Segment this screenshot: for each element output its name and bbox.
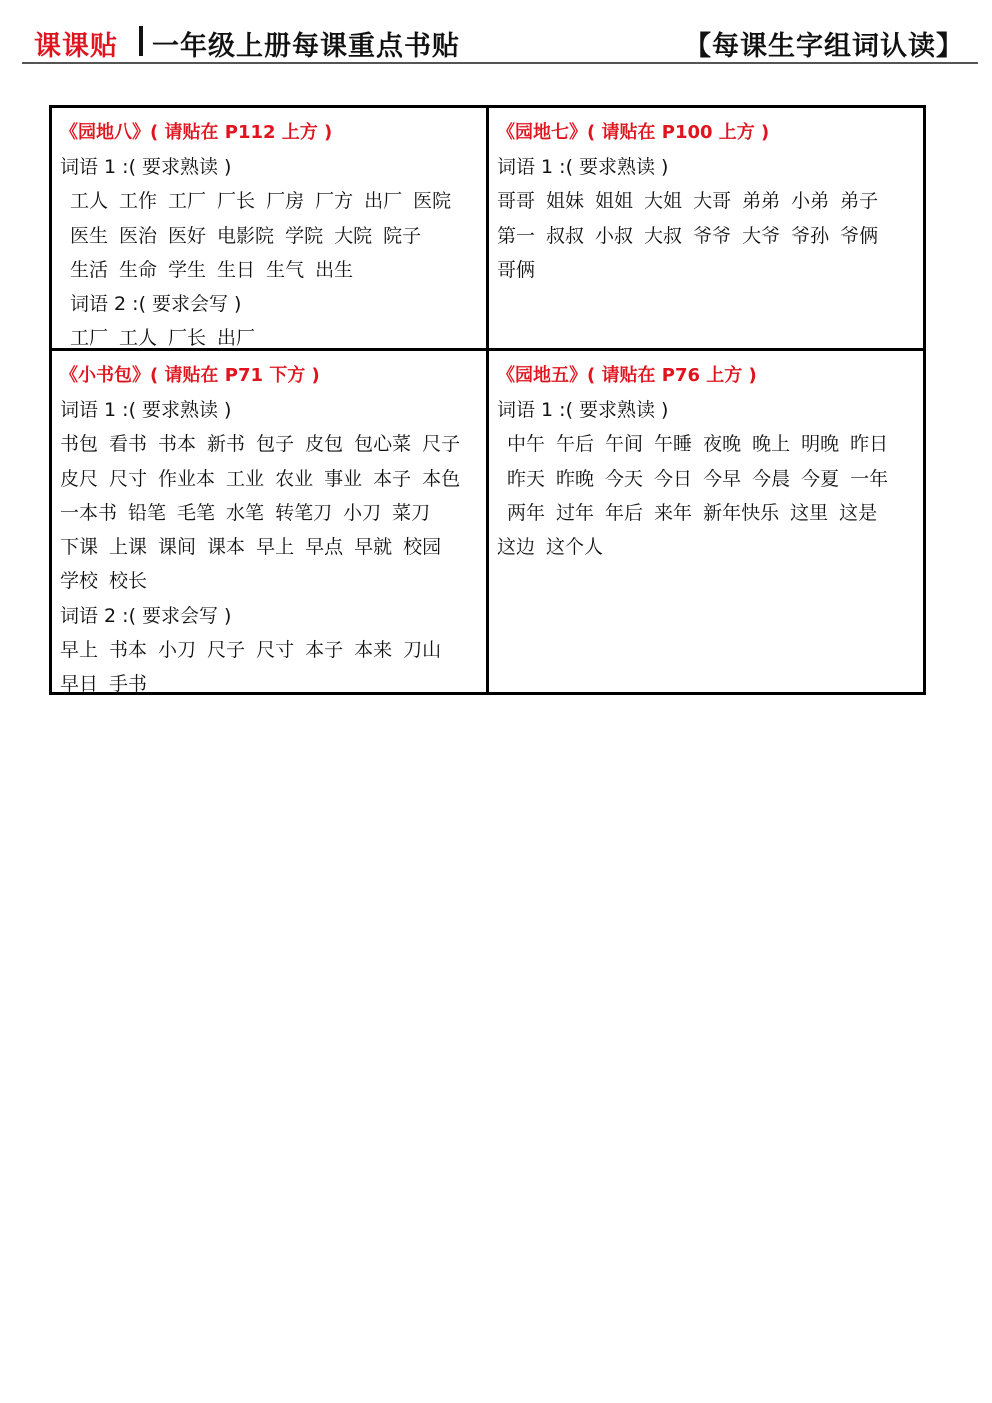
word: 书本 xyxy=(109,639,148,662)
word: 医治 xyxy=(119,224,158,247)
word: 今早 xyxy=(703,467,742,490)
word: 医院 xyxy=(413,190,452,213)
word-row xyxy=(497,427,917,461)
word: 小弟 xyxy=(791,190,830,213)
word: 姐妹 xyxy=(546,190,585,213)
word: 手书 xyxy=(109,673,148,696)
word: 农业 xyxy=(275,467,314,490)
word: 爷爷 xyxy=(693,224,732,247)
section-title: 《小书包》( 请贴在 P71 下方 ) xyxy=(60,365,320,386)
word: 出厂 xyxy=(364,190,403,213)
word-row xyxy=(60,219,480,253)
word: 生日 xyxy=(217,258,256,281)
word: 工厂 xyxy=(168,190,207,213)
word: 刀山 xyxy=(403,639,442,662)
word: 中午 xyxy=(507,433,546,456)
word: 这里 xyxy=(790,501,829,524)
word: 年后 xyxy=(605,501,644,524)
word: 作业本 xyxy=(158,467,216,490)
word: 工作 xyxy=(119,190,158,213)
word-row xyxy=(497,530,917,564)
word: 昨天 xyxy=(507,467,546,490)
word: 小刀 xyxy=(158,639,197,662)
word: 上课 xyxy=(109,536,148,559)
word: 水笔 xyxy=(226,501,265,524)
section-yuandi-8 xyxy=(52,108,486,348)
document-title: 一年级上册每课重点书贴 xyxy=(152,31,460,62)
word: 来年 xyxy=(654,501,693,524)
word: 包心菜 xyxy=(354,433,412,456)
word: 转笔刀 xyxy=(275,501,333,524)
word: 大哥 xyxy=(693,190,732,213)
word-row xyxy=(60,184,480,218)
words-label-read: 词语 1 :( 要求熟读 ) xyxy=(60,399,232,421)
word: 爷俩 xyxy=(840,224,879,247)
word: 本子 xyxy=(305,639,344,662)
word: 尺子 xyxy=(207,639,246,662)
word: 今晨 xyxy=(752,467,791,490)
word: 晚上 xyxy=(752,433,791,456)
word: 这边 xyxy=(497,536,536,559)
word: 出厂 xyxy=(217,327,256,350)
word: 毛笔 xyxy=(177,501,216,524)
word: 电影院 xyxy=(217,224,275,247)
word: 小叔 xyxy=(595,224,634,247)
word: 下课 xyxy=(60,536,99,559)
word: 早上 xyxy=(256,536,295,559)
section-title: 《园地八》( 请贴在 P112 上方 ) xyxy=(60,122,333,143)
word: 包子 xyxy=(256,433,295,456)
word: 尺寸 xyxy=(109,467,148,490)
word: 弟子 xyxy=(840,190,879,213)
word: 第一 xyxy=(497,224,536,247)
word: 早点 xyxy=(305,536,344,559)
word: 生活 xyxy=(70,258,109,281)
word: 昨日 xyxy=(850,433,889,456)
word: 医好 xyxy=(168,224,207,247)
word: 这个人 xyxy=(546,536,604,559)
word: 学生 xyxy=(168,258,207,281)
word: 午间 xyxy=(605,433,644,456)
word: 学校 xyxy=(60,570,99,593)
word-row xyxy=(60,667,480,701)
word-row xyxy=(60,427,480,461)
word: 生气 xyxy=(266,258,305,281)
section-yuandi-5 xyxy=(489,351,923,692)
word: 一年 xyxy=(850,467,889,490)
word-row xyxy=(497,496,917,530)
words-label-read: 词语 1 :( 要求熟读 ) xyxy=(60,156,232,178)
words-label-write: 词语 2 :( 要求会写 ) xyxy=(70,293,242,316)
word: 今日 xyxy=(654,467,693,490)
word: 生命 xyxy=(119,258,158,281)
word: 哥哥 xyxy=(497,190,536,213)
word: 新书 xyxy=(207,433,246,456)
word-row xyxy=(60,462,480,496)
word: 厂长 xyxy=(217,190,256,213)
word: 菜刀 xyxy=(392,501,431,524)
word: 大叔 xyxy=(644,224,683,247)
word: 出生 xyxy=(315,258,354,281)
word: 皮尺 xyxy=(60,467,99,490)
word: 尺寸 xyxy=(256,639,295,662)
section-yuandi-7 xyxy=(489,108,923,348)
word-row xyxy=(497,253,917,287)
word-row xyxy=(60,496,480,530)
word: 本色 xyxy=(422,467,461,490)
word: 课本 xyxy=(207,536,246,559)
word: 大姐 xyxy=(644,190,683,213)
word: 这是 xyxy=(839,501,878,524)
word: 早日 xyxy=(60,673,99,696)
word: 事业 xyxy=(324,467,363,490)
word: 学院 xyxy=(285,224,324,247)
word: 本子 xyxy=(373,467,412,490)
word: 午睡 xyxy=(654,433,693,456)
word: 弟弟 xyxy=(742,190,781,213)
word-row xyxy=(60,530,480,564)
word: 工人 xyxy=(70,190,109,213)
word: 工人 xyxy=(119,327,158,350)
word-row xyxy=(60,633,480,667)
word: 医生 xyxy=(70,224,109,247)
header-separator xyxy=(139,26,143,56)
word-row xyxy=(60,564,480,598)
word: 哥俩 xyxy=(497,258,536,281)
document-tag: 【每课生字组词认读】 xyxy=(684,31,964,62)
word: 夜晚 xyxy=(703,433,742,456)
word: 午后 xyxy=(556,433,595,456)
word: 今夏 xyxy=(801,467,840,490)
word: 两年 xyxy=(507,501,546,524)
word: 昨晚 xyxy=(556,467,595,490)
words-label-read: 词语 1 :( 要求熟读 ) xyxy=(497,399,669,421)
word: 明晚 xyxy=(801,433,840,456)
word: 新年快乐 xyxy=(703,501,780,524)
word-row xyxy=(497,219,917,253)
word: 姐姐 xyxy=(595,190,634,213)
word: 校长 xyxy=(109,570,148,593)
word: 工厂 xyxy=(70,327,109,350)
brand-name: 课课贴 xyxy=(34,31,118,62)
word: 书本 xyxy=(158,433,197,456)
word: 大院 xyxy=(334,224,373,247)
words-label-read: 词语 1 :( 要求熟读 ) xyxy=(497,156,669,178)
word: 厂长 xyxy=(168,327,207,350)
word: 课间 xyxy=(158,536,197,559)
word: 今天 xyxy=(605,467,644,490)
word: 早上 xyxy=(60,639,99,662)
page-header xyxy=(22,18,978,64)
word: 小刀 xyxy=(343,501,382,524)
word: 爷孙 xyxy=(791,224,830,247)
word: 看书 xyxy=(109,433,148,456)
word-row xyxy=(497,462,917,496)
word: 一本书 xyxy=(60,501,118,524)
word: 书包 xyxy=(60,433,99,456)
section-xiao-shu-bao xyxy=(52,351,486,696)
word: 厂房 xyxy=(266,190,305,213)
word: 工业 xyxy=(226,467,265,490)
word: 尺子 xyxy=(422,433,461,456)
word: 校园 xyxy=(403,536,442,559)
word: 院子 xyxy=(383,224,422,247)
word: 过年 xyxy=(556,501,595,524)
section-title: 《园地五》( 请贴在 P76 上方 ) xyxy=(497,365,757,386)
word-row xyxy=(497,184,917,218)
word-row xyxy=(60,253,480,287)
word: 厂方 xyxy=(315,190,354,213)
word: 大爷 xyxy=(742,224,781,247)
words-label-write: 词语 2 :( 要求会写 ) xyxy=(60,604,232,627)
word: 本来 xyxy=(354,639,393,662)
section-title: 《园地七》( 请贴在 P100 上方 ) xyxy=(497,122,770,143)
word: 叔叔 xyxy=(546,224,585,247)
word: 早就 xyxy=(354,536,393,559)
word: 铅笔 xyxy=(128,501,167,524)
word-table xyxy=(49,105,926,695)
word: 皮包 xyxy=(305,433,344,456)
